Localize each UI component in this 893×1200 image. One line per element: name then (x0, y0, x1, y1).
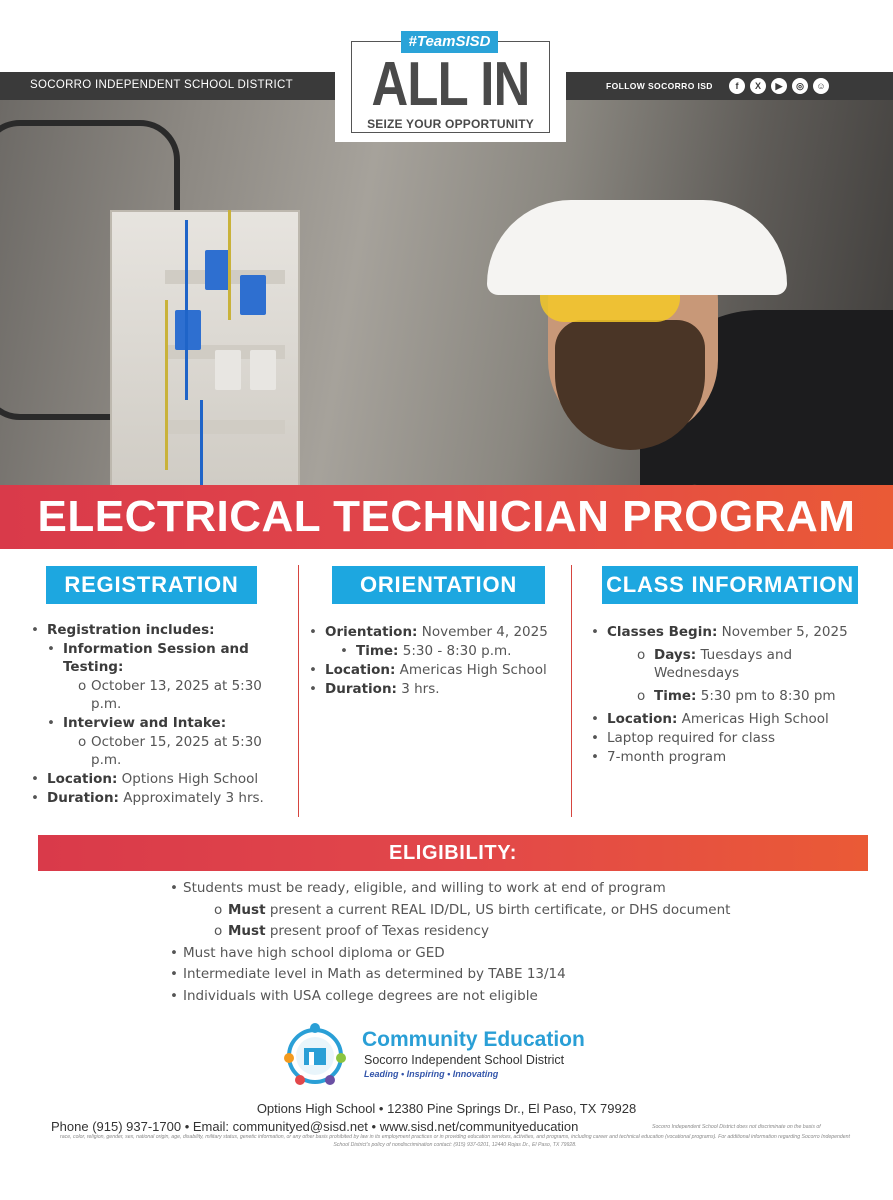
interview-date: October 15, 2025 at 5:30 p.m. (91, 734, 262, 768)
orientation-heading: ORIENTATION (332, 566, 545, 604)
eligibility-heading: ELIGIBILITY: (389, 842, 517, 864)
list-item: • 7-month program (591, 749, 727, 765)
column-divider (298, 565, 299, 817)
days-value: Tuesdays and Wednesdays (654, 647, 793, 681)
wire-shape (185, 220, 188, 400)
list-item: • Time: 5:30 - 8:30 p.m. (340, 643, 512, 659)
instagram-icon[interactable]: ◎ (792, 78, 808, 94)
list-item: • Students must be ready, eligible, and willing to work at end of program (170, 880, 666, 896)
list-item: • Individuals with USA college degrees are not eligible (170, 987, 538, 1004)
community-education-logo-icon (280, 1022, 350, 1086)
social-links (729, 78, 829, 94)
list-item: • Laptop required for class (591, 730, 775, 746)
orientation-duration-value: 3 hrs. (401, 681, 440, 697)
class-info-heading: CLASS INFORMATION (602, 566, 858, 604)
list-item: • Classes Begin: November 5, 2025 (591, 624, 848, 640)
all-in-headline: ALL IN (371, 50, 530, 119)
elig-item-diploma: Must have high school diploma or GED (183, 944, 445, 961)
list-item: • Duration: 3 hrs. (309, 681, 440, 697)
elig-sub-must: Must (228, 901, 266, 918)
orientation-time-label: Time: (356, 643, 399, 659)
breaker-shape (215, 350, 241, 390)
laptop-note: Laptop required for class (607, 730, 775, 746)
orientation-time-value: 5:30 - 8:30 p.m. (402, 643, 512, 659)
list-item: o October 13, 2025 at 5:30 p.m. (78, 678, 262, 712)
classes-begin-label: Classes Begin: (607, 624, 718, 640)
days-label: Days: (654, 647, 697, 663)
class-info-column (591, 623, 881, 767)
orientation-location-value: Americas High School (399, 662, 547, 678)
community-education-subtitle: Socorro Independent School District (364, 1053, 565, 1067)
orientation-label: Orientation: (325, 624, 418, 640)
reg-duration-label: Duration: (47, 790, 119, 806)
youtube-icon[interactable]: ▶ (771, 78, 787, 94)
breaker-shape (175, 310, 201, 350)
class-location-value: Americas High School (681, 711, 829, 727)
community-education-tagline: Leading • Inspiring • Innovating (364, 1069, 499, 1079)
list-item: • Orientation: November 4, 2025 (309, 624, 548, 640)
smile-icon[interactable]: ☺ (813, 78, 829, 94)
eligibility-list (170, 878, 870, 1007)
list-item: • Interview and Intake: (47, 715, 227, 731)
reg-includes-label: Registration includes: (47, 622, 215, 638)
interview-label: Interview and Intake: (63, 715, 227, 731)
info-session-date: October 13, 2025 at 5:30 p.m. (91, 678, 262, 712)
list-item: • Location: Americas High School (309, 662, 547, 678)
column-divider (571, 565, 572, 817)
teamsisd-hashtag: #TeamSISD (401, 31, 498, 53)
footer-address: Options High School • 12380 Pine Springs Dr., El Paso, TX 79928 (256, 1101, 637, 1116)
wire-shape (228, 210, 231, 320)
orientation-column (309, 623, 567, 699)
orientation-duration-label: Duration: (325, 681, 397, 697)
x-icon[interactable]: X (750, 78, 766, 94)
facebook-icon[interactable]: f (729, 78, 745, 94)
program-length: 7-month program (607, 749, 727, 765)
list-item: o October 15, 2025 at 5:30 p.m. (78, 734, 262, 768)
eligibility-banner (38, 835, 868, 871)
program-title: ELECTRICAL TECHNICIAN PROGRAM (37, 492, 856, 541)
elig-sub-id: present a current REAL ID/DL, US birth certificate, or DHS document (269, 901, 731, 918)
breaker-shape (240, 275, 266, 315)
list-item: • Intermediate level in Math as determined by TABE 13/14 (170, 966, 566, 982)
list-item: o Days: Tuesdays and Wednesdays (637, 647, 793, 681)
list-item: o Must present a current REAL ID/DL, US birth certificate, or DHS document (214, 901, 731, 918)
breaker-shape (250, 350, 276, 390)
list-item: • Must have high school diploma or GED (170, 944, 445, 961)
list-item: o Must present proof of Texas residency (214, 923, 489, 939)
list-item: o Time: 5:30 pm to 8:30 pm (637, 688, 836, 704)
class-time-label: Time: (654, 688, 697, 704)
wire-shape (200, 400, 203, 486)
classes-begin-value: November 5, 2025 (721, 624, 848, 640)
district-name: SOCORRO INDEPENDENT SCHOOL DISTRICT (30, 79, 293, 91)
seize-slogan: SEIZE YOUR OPPORTUNITY (367, 117, 534, 131)
registration-heading: REGISTRATION (46, 566, 257, 604)
elig-sub-residency: present proof of Texas residency (269, 923, 489, 939)
orientation-location-label: Location: (325, 662, 396, 678)
list-item: • Information Session and Testing: (47, 641, 249, 675)
elig-item-math: Intermediate level in Math as determined by TABE 13/14 (183, 966, 566, 982)
follow-label (606, 81, 713, 91)
hard-hat (487, 200, 787, 295)
follow-name: SOCORRO ISD (647, 81, 713, 91)
title-banner (0, 485, 893, 549)
orientation-date: November 4, 2025 (421, 624, 548, 640)
follow-prefix: FOLLOW (606, 81, 648, 91)
din-rail (165, 420, 285, 434)
reg-location-value: Options High School (121, 771, 259, 787)
list-item: • Duration: Approximately 3 hrs. (31, 790, 264, 806)
legal-notice-start: Socorro Independent School District does not discriminate on the basis of (652, 1124, 821, 1130)
footer-contact: Phone (915) 937-1700 • Email: communityed@sisd.net • www.sisd.net/communityeducation (51, 1119, 579, 1134)
list-item: • Location: Americas High School (591, 711, 829, 727)
elig-item-degree: Individuals with USA college degrees are not eligible (183, 987, 538, 1004)
elig-item-ready: Students must be ready, eligible, and willing to work at end of program (183, 880, 666, 896)
wire-shape (165, 300, 168, 470)
list-item: • Registration includes: (31, 622, 215, 638)
class-location-label: Location: (607, 711, 678, 727)
elig-sub-must: Must (228, 923, 266, 939)
hero-photo (0, 100, 893, 486)
class-time-value: 5:30 pm to 8:30 pm (700, 688, 836, 704)
registration-column (31, 621, 293, 808)
info-session-label: Information Session and Testing: (63, 641, 249, 675)
community-education-title: Community Education (362, 1028, 585, 1051)
list-item: • Location: Options High School (31, 771, 259, 787)
legal-notice: race, color, religion, gender, sex, national origin, age, disability, military status, genetic information, or any other basis prohibited by law in its employment practices or in providing education services, activities, and programs, including career and technical education (vocational programs). For additional information regarding Socorro Independent School District's policy of nondiscrimination contact: (915) 937-0201, 12440 Rojas Dr., El Paso, TX 79928. (60, 1134, 850, 1148)
reg-duration-value: Approximately 3 hrs. (123, 790, 264, 806)
reg-location-label: Location: (47, 771, 118, 787)
